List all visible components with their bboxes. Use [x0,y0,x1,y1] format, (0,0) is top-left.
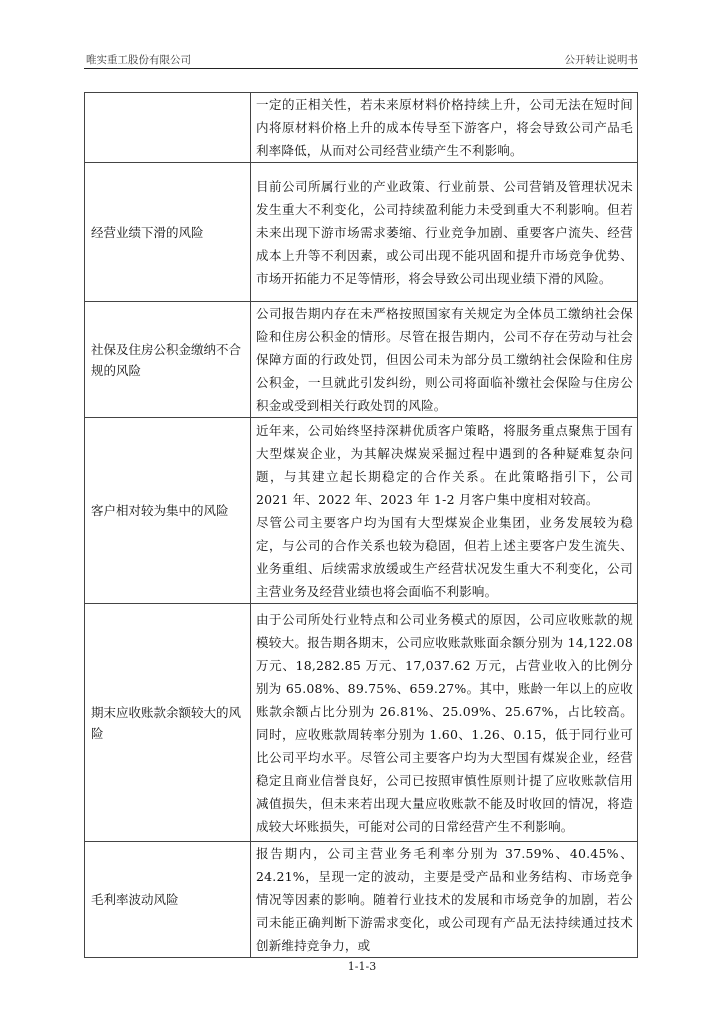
table-row [85,302,638,418]
risk-description-paragraph: 近年来，公司始终坚持深耕优质客户策略，将服务重点聚焦于国有大型煤炭企业，为其解决煤炭采掘过程中遇到的各种疑难复杂问题，与其建立起长期稳定的合作关系。在此策略指引下，公司 2021 年、2022 年、2023 年 1-2 月客户集中度相对较高。 [256,422,633,507]
risk-description-cell [251,163,638,302]
risk-name: 毛利率波动风险 [91,892,179,907]
risk-name: 经营业绩下滑的风险 [91,224,204,240]
risk-description-paragraph: 目前公司所属行业的产业政策、行业前景、公司营销及管理状况未发生重大不利变化，公司持续盈利能力未受到重大不利影响。但若未来出现下游市场需求萎缩、行业竞争加剧、重要客户流失、经营成本上升等不利因素，或公司出现不能巩固和提升市场竞争优势、市场开拓能力不足等情形，将会导致公司出现业绩下滑的风险。 [256,178,633,286]
page-number: 1-1-3 [347,960,377,973]
risk-name-cell [85,93,251,163]
risk-description-cell [251,418,638,604]
risk-name: 社保及住房公积金缴纳不合规的风险 [91,341,242,378]
risk-description-paragraph: 由于公司所处行业特点和公司业务模式的原因，公司应收账款的规模较大。报告期各期末，公司应收账款账面余额分别为 14,122.08 万元、18,282.85 万元、17,037.62 万元，占营业收入的比例分别为 65.08%、89.75%、659.27%。其中，账龄一年以上的应收账款余额占比分别为 26.81%、25.09%、25.67%，占比较高。同时，应收账款周转率分别为 1.60、1.26、0.15，低于同行业可比公司平均水平。尽管公司主要客户均为大型国有煤炭企业，经营稳定且商业信誉良好，公司已按照审慎性原则计提了应收账款信用减值损失，但未来若出现大量应收账款不能及时收回的情况，将造成较大坏账损失，可能对公司的日常经营产生不利影响。 [256,611,633,834]
risk-description-paragraph: 公司报告期内存在未严格按照国家有关规定为全体员工缴纳社会保险和住房公积金的情形。尽管在报告期内，公司不存在劳动与社会保障方面的行政处罚，但因公司未为部分员工缴纳社会保险和住房公积金，一旦就此引发纠纷，则公司将面临补缴社会保险与住房公积金或受到相关行政处罚的风险。 [256,306,633,413]
risk-description-paragraph: 尽管公司主要客户均为国有大型煤炭企业集团，业务发展较为稳定，与公司的合作关系也较为稳固，但若上述主要客户发生流失、业务重组、后续需求放缓或生产经营状况发生重大不利变化，公司主营业务及经营业绩也将会面临不利影响。 [256,514,633,599]
page-header [84,50,638,69]
risk-description-cell [251,842,638,958]
header-document-title: 公开转让说明书 [564,54,638,66]
table-row [85,163,638,302]
risk-description-cell [251,93,638,163]
table-row [85,418,638,604]
risk-name: 客户相对较为集中的风险 [91,503,229,518]
risk-name: 期末应收账款余额较大的风险 [91,704,242,741]
risk-factors-table [84,92,638,958]
table-row [85,93,638,163]
risk-description-cell [251,604,638,842]
risk-name-cell [85,302,251,418]
header-company-name: 唯实重工股份有限公司 [86,54,191,66]
risk-name-cell [85,604,251,842]
risk-name-cell [85,418,251,604]
risk-description-cell [251,302,638,418]
risk-description-paragraph: 一定的正相关性，若未来原材料价格持续上升，公司无法在短时间内将原材料价格上升的成本传导至下游客户，将会导致公司产品毛利率降低，从而对公司经营业绩产生不利影响。 [256,97,633,158]
risk-name-cell [85,163,251,302]
table-row [85,604,638,842]
risk-description-paragraph: 报告期内，公司主营业务毛利率分别为 37.59%、40.45%、24.21%，呈现一定的波动，主要是受产品和业务结构、市场竞争情况等因素的影响。随着行业技术的发展和市场竞争的加剧，若公司未能正确判断下游需求变化，或公司现有产品无法持续通过技术创新维持竞争力，或 [256,846,633,953]
table-row [85,842,638,958]
risk-name-cell [85,842,251,958]
